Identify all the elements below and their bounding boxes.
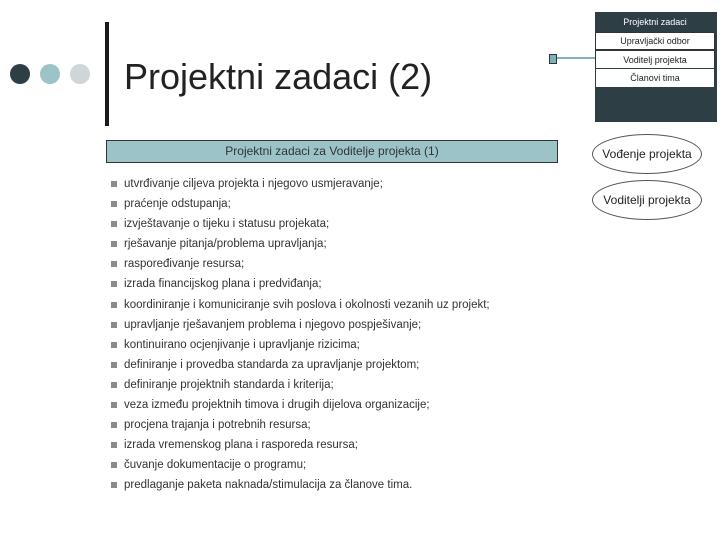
connector-line xyxy=(555,57,595,59)
bubble-vodenje-projekta[interactable]: Vođenje projekta xyxy=(592,134,702,174)
list-item: izrada vremenskog plana i rasporeda resursa; xyxy=(110,435,580,455)
list-item: kontinuirano ocjenjivanje i upravljanje rizicima; xyxy=(110,335,580,355)
list-item: definiranje i provedba standarda za upravljanje projektom; xyxy=(110,355,580,375)
nav-item-upravljacki-odbor[interactable]: Upravljački odbor xyxy=(595,32,715,50)
bullet-square-icon xyxy=(111,322,117,328)
bullet-square-icon xyxy=(111,442,117,448)
list-item: koordiniranje i komuniciranje svih poslova i okolnosti vezanih uz projekt; xyxy=(110,295,580,315)
nav-panel-footer xyxy=(597,88,713,118)
list-item: praćenje odstupanja; xyxy=(110,194,580,214)
bullet-square-icon xyxy=(111,342,117,348)
bullet-list xyxy=(110,174,580,496)
list-item: predlaganje paketa naknada/stimulacija za članove tima. xyxy=(110,475,580,495)
bullet-square-icon xyxy=(111,462,117,468)
nav-item-clanovi-tima[interactable]: Članovi tima xyxy=(595,68,715,88)
nav-item-projektni-zadaci[interactable]: Projektni zadaci xyxy=(595,12,715,32)
slide-title: Projektni zadaci (2) xyxy=(124,56,433,97)
bullet-square-icon xyxy=(111,181,117,187)
list-item: utvrđivanje ciljeva projekta i njegovo usmjeravanje; xyxy=(110,174,580,194)
list-item: čuvanje dokumentacije o programu; xyxy=(110,455,580,475)
title-divider xyxy=(105,22,109,126)
list-item: procjena trajanja i potrebnih resursa; xyxy=(110,415,580,435)
decor-dot-grey xyxy=(70,64,90,84)
list-item: rješavanje pitanja/problema upravljanja; xyxy=(110,234,580,254)
connector-marker-icon xyxy=(549,54,557,64)
bullet-square-icon xyxy=(111,221,117,227)
list-item: izvještavanje o tijeku i statusu projekata; xyxy=(110,214,580,234)
bubble-voditelji-projekta[interactable]: Voditelji projekta xyxy=(592,180,702,220)
bullet-square-icon xyxy=(111,302,117,308)
list-item: raspoređivanje resursa; xyxy=(110,254,580,274)
list-item: upravljanje rješavanjem problema i njegovo pospješivanje; xyxy=(110,315,580,335)
nav-item-voditelj-projekta[interactable]: Voditelj projekta xyxy=(595,50,715,70)
bullet-square-icon xyxy=(111,482,117,488)
bullet-square-icon xyxy=(111,241,117,247)
bullet-square-icon xyxy=(111,402,117,408)
bullet-square-icon xyxy=(111,362,117,368)
bullet-square-icon xyxy=(111,201,117,207)
list-item: definiranje projektnih standarda i kriterija; xyxy=(110,375,580,395)
bullet-square-icon xyxy=(111,382,117,388)
section-banner: Projektni zadaci za Voditelje projekta (1) xyxy=(106,140,558,163)
bullet-square-icon xyxy=(111,281,117,287)
bullet-square-icon xyxy=(111,422,117,428)
decor-dot-teal xyxy=(40,64,60,84)
bullet-square-icon xyxy=(111,261,117,267)
list-item: veza između projektnih timova i drugih dijelova organizacije; xyxy=(110,395,580,415)
list-item: izrada financijskog plana i predviđanja; xyxy=(110,274,580,294)
decor-dot-dark xyxy=(10,64,30,84)
